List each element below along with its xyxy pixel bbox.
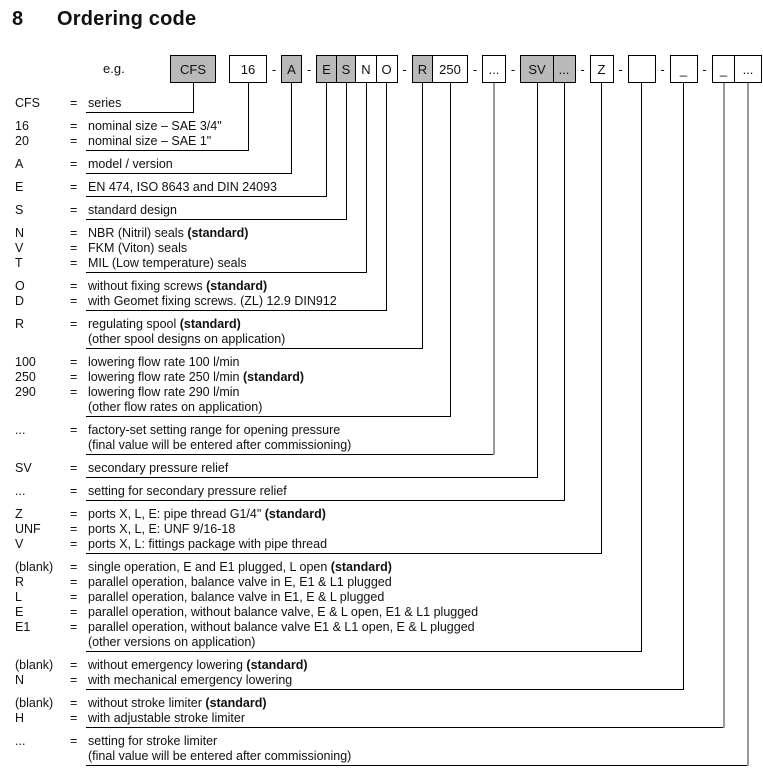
equals-sign: = (70, 256, 78, 270)
legend-row (15, 635, 759, 650)
legend-row (15, 385, 759, 400)
description-text: without stroke limiter (88, 696, 206, 710)
legend-code: 100 (15, 355, 36, 369)
description-text: (other flow rates on application) (88, 400, 263, 414)
equals-sign: = (70, 203, 78, 217)
legend-description (88, 507, 759, 522)
description-text: series (88, 96, 122, 110)
legend-code: A (15, 157, 24, 171)
section-title-text: Ordering code (57, 8, 197, 30)
legend-code: S (15, 203, 24, 217)
legend-description (88, 180, 759, 195)
standard-flag: (standard) (179, 317, 241, 331)
group-underline (86, 727, 724, 728)
legend-description (88, 203, 759, 218)
legend-row (15, 317, 759, 332)
legend-group (15, 560, 759, 652)
group-underline (86, 150, 248, 151)
group-underline (86, 348, 423, 349)
description-text: with adjustable stroke limiter (88, 711, 246, 725)
legend-group (15, 423, 759, 455)
legend-group (15, 461, 759, 478)
standard-flag: (standard) (205, 696, 267, 710)
equals-sign: = (70, 355, 78, 369)
dash-separator: - (402, 61, 407, 77)
equals-sign: = (70, 180, 78, 194)
legend-row (15, 96, 759, 111)
legend-description (88, 332, 759, 347)
legend-row (15, 157, 759, 172)
legend-description (88, 355, 759, 370)
dash-separator: - (702, 61, 707, 77)
equals-sign: = (70, 522, 78, 536)
description-text: nominal size – SAE 3/4" (88, 119, 222, 133)
legend-description (88, 461, 759, 476)
standard-flag: (standard) (264, 507, 326, 521)
legend-row (15, 590, 759, 605)
description-text: lowering flow rate 100 l/min (88, 355, 240, 369)
legend-row (15, 484, 759, 499)
legend-row (15, 620, 759, 635)
connector-line (450, 83, 451, 417)
legend-code: E1 (15, 620, 31, 634)
equals-sign (70, 438, 88, 453)
equals-sign: = (70, 96, 78, 110)
connector-line (291, 83, 292, 174)
equals-sign (70, 332, 88, 347)
description-text: (final value will be entered after commissioning) (88, 438, 352, 452)
legend-code (15, 400, 70, 415)
legend-description (88, 226, 759, 241)
legend-row (15, 438, 759, 453)
legend-group (15, 119, 759, 151)
description-text: ports X, L, E: pipe thread G1/4" (88, 507, 265, 521)
legend-code: R (15, 575, 25, 589)
legend-row (15, 461, 759, 476)
legend-code (15, 635, 70, 650)
equals-sign: = (70, 241, 78, 255)
group-underline (86, 112, 193, 113)
group-underline (86, 454, 494, 455)
equals-sign: = (70, 385, 78, 399)
equals-sign: = (70, 294, 78, 308)
equals-sign (70, 749, 88, 764)
legend-description (88, 400, 759, 415)
legend-code: ... (15, 423, 26, 437)
group-underline (86, 689, 684, 690)
legend-code (15, 332, 70, 347)
code-box-sv: SV (520, 55, 554, 83)
equals-sign: = (70, 507, 78, 521)
legend-code: Z (15, 507, 23, 521)
legend-group (15, 226, 759, 273)
legend-row (15, 256, 759, 271)
legend-group (15, 203, 759, 220)
code-box-s: S (336, 55, 357, 83)
code-box-cfs: CFS (170, 55, 216, 83)
legend-row (15, 537, 759, 552)
legend-group (15, 507, 759, 554)
equals-sign: = (70, 119, 78, 133)
equals-sign (70, 635, 88, 650)
equals-sign: = (70, 590, 78, 604)
legend-row (15, 423, 759, 438)
standard-flag: (standard) (242, 370, 305, 384)
legend-code (15, 438, 70, 453)
legend-group (15, 734, 759, 766)
legend-row (15, 294, 759, 309)
description-text: secondary pressure relief (88, 461, 229, 475)
legend-description (88, 96, 759, 111)
description-text: (other versions on application) (88, 635, 256, 649)
legend-description (88, 560, 759, 575)
example-label: e.g. (103, 61, 125, 76)
legend-code: N (15, 673, 25, 687)
legend-description (88, 157, 759, 172)
group-underline (86, 173, 292, 174)
legend-code: T (15, 256, 23, 270)
dash-separator: - (618, 61, 623, 77)
code-box-r: R (412, 55, 434, 83)
legend-row (15, 355, 759, 370)
group-underline (86, 310, 387, 311)
legend-description (88, 241, 759, 256)
equals-sign: = (70, 279, 78, 293)
legend-row (15, 605, 759, 620)
legend-row (15, 507, 759, 522)
legend-description (88, 484, 759, 499)
legend-group (15, 355, 759, 417)
legend-code: ... (15, 484, 26, 498)
legend-code: E (15, 605, 24, 619)
connector-line (422, 83, 423, 349)
description-text: with mechanical emergency lowering (88, 673, 293, 687)
legend-row (15, 119, 759, 134)
code-box-dots: ... (553, 55, 576, 83)
legend-row (15, 241, 759, 256)
group-underline (86, 219, 346, 220)
legend-code: 290 (15, 385, 36, 399)
description-text: (final value will be entered after commissioning) (88, 749, 352, 763)
description-text: with Geomet fixing screws. (ZL) 12.9 DIN912 (88, 294, 337, 308)
legend-code: V (15, 537, 24, 551)
group-underline (86, 272, 366, 273)
connector-line (723, 83, 725, 728)
legend-description (88, 605, 759, 620)
legend-row (15, 575, 759, 590)
code-box-16: 16 (229, 55, 267, 83)
legend-description (88, 711, 759, 726)
equals-sign: = (70, 423, 78, 437)
equals-sign: = (70, 673, 78, 687)
equals-sign: = (70, 696, 78, 710)
legend-description (88, 256, 759, 271)
legend-row (15, 180, 759, 195)
description-text: ports X, L: fittings package with pipe thread (88, 537, 328, 551)
code-box-blank (628, 55, 656, 83)
code-box-z: Z (590, 55, 614, 83)
equals-sign: = (70, 711, 78, 725)
code-box-n: N (355, 55, 377, 83)
legend-group (15, 696, 759, 728)
equals-sign: = (70, 658, 78, 672)
legend-group (15, 658, 759, 690)
legend-code: 16 (15, 119, 29, 133)
description-text: ports X, L, E: UNF 9/16-18 (88, 522, 236, 536)
standard-flag: (standard) (246, 658, 308, 672)
legend-description (88, 294, 759, 309)
legend-group (15, 180, 759, 197)
equals-sign: = (70, 575, 78, 589)
dash-separator: - (660, 61, 665, 77)
page-title (12, 8, 196, 31)
legend-row (15, 279, 759, 294)
legend-description (88, 575, 759, 590)
legend-description (88, 423, 759, 438)
description-text: lowering flow rate 290 l/min (88, 385, 240, 399)
legend-description (88, 537, 759, 552)
legend-code: L (15, 590, 22, 604)
legend-row (15, 673, 759, 688)
legend-description (88, 119, 759, 134)
legend-code: (blank) (15, 560, 54, 574)
legend-code: H (15, 711, 25, 725)
legend-row (15, 711, 759, 726)
legend-code (15, 749, 70, 764)
equals-sign: = (70, 226, 78, 240)
description-text: model / version (88, 157, 173, 171)
legend-description (88, 522, 759, 537)
code-box-dots: ... (734, 55, 762, 83)
legend-row (15, 749, 759, 764)
code-box-e: E (316, 55, 337, 83)
description-text: factory-set setting range for opening pressure (88, 423, 341, 437)
section-number: 8 (12, 8, 24, 30)
connector-line (493, 83, 495, 455)
legend-group (15, 484, 759, 501)
legend-description (88, 317, 759, 332)
legend-group (15, 157, 759, 174)
equals-sign: = (70, 370, 78, 384)
legend-row (15, 560, 759, 575)
standard-flag: (standard) (206, 279, 268, 293)
legend-code: 250 (15, 370, 36, 384)
equals-sign: = (70, 134, 78, 148)
dash-separator: - (271, 61, 277, 77)
legend-description (88, 590, 759, 605)
dash-separator: - (472, 61, 478, 77)
legend-row (15, 734, 759, 749)
description-text: lowering flow rate 250 l/min (88, 370, 243, 384)
description-text: FKM (Viton) seals (88, 241, 188, 255)
legend-description (88, 438, 759, 453)
description-text: NBR (Nitril) seals (88, 226, 188, 240)
equals-sign: = (70, 605, 78, 619)
connector-line (386, 83, 387, 311)
legend-code: R (15, 317, 25, 331)
legend-description (88, 370, 759, 385)
code-box-a: A (281, 55, 302, 83)
legend-description (88, 279, 759, 294)
legend (15, 96, 759, 771)
legend-code: N (15, 226, 25, 240)
legend-code: E (15, 180, 24, 194)
connector-line (248, 83, 249, 151)
group-underline (86, 416, 450, 417)
connector-line (326, 83, 327, 197)
equals-sign: = (70, 620, 78, 634)
description-text: parallel operation, without balance valve E1 & L1 open, E & L plugged (88, 620, 475, 634)
legend-group (15, 317, 759, 349)
legend-code: O (15, 279, 25, 293)
legend-row (15, 370, 759, 385)
description-text: MIL (Low temperature) seals (88, 256, 247, 270)
legend-code: UNF (15, 522, 41, 536)
legend-row (15, 134, 759, 149)
legend-row (15, 203, 759, 218)
legend-row (15, 226, 759, 241)
code-box-underscore: _ (670, 55, 698, 83)
description-text: parallel operation, balance valve in E, E1 & L1 plugged (88, 575, 392, 589)
equals-sign: = (70, 537, 78, 551)
equals-sign: = (70, 734, 78, 748)
legend-row (15, 400, 759, 415)
description-text: without emergency lowering (88, 658, 247, 672)
description-text: parallel operation, balance valve in E1, E & L plugged (88, 590, 385, 604)
standard-flag: (standard) (330, 560, 392, 574)
description-text: parallel operation, without balance valve, E & L open, E1 & L1 plugged (88, 605, 479, 619)
code-box-o: O (376, 55, 398, 83)
connector-line (747, 83, 749, 766)
legend-group (15, 279, 759, 311)
description-text: (other spool designs on application) (88, 332, 286, 346)
legend-code: ... (15, 734, 26, 748)
group-underline (86, 500, 564, 501)
legend-group (15, 96, 759, 113)
description-text: standard design (88, 203, 177, 217)
legend-description (88, 673, 759, 688)
legend-description (88, 658, 759, 673)
legend-code: (blank) (15, 696, 54, 710)
legend-code: 20 (15, 134, 29, 148)
legend-code: SV (15, 461, 32, 475)
legend-description (88, 635, 759, 650)
connector-line (346, 83, 347, 220)
legend-description (88, 385, 759, 400)
legend-code: V (15, 241, 24, 255)
code-box-underscore: _ (712, 55, 736, 83)
legend-description (88, 749, 759, 764)
legend-row (15, 522, 759, 537)
legend-description (88, 134, 759, 149)
equals-sign: = (70, 484, 78, 498)
description-text: EN 474, ISO 8643 and DIN 24093 (88, 180, 278, 194)
group-underline (86, 196, 327, 197)
standard-flag: (standard) (187, 226, 249, 240)
legend-row (15, 332, 759, 347)
connector-line (564, 83, 565, 501)
equals-sign: = (70, 560, 78, 574)
connector-line (366, 83, 367, 273)
code-row (170, 55, 762, 83)
legend-code: D (15, 294, 25, 308)
connector-line (601, 83, 602, 554)
description-text: single operation, E and E1 plugged, L open (88, 560, 331, 574)
description-text: setting for stroke limiter (88, 734, 218, 748)
description-text: nominal size – SAE 1" (88, 134, 212, 148)
dash-separator: - (306, 61, 312, 77)
equals-sign (70, 400, 88, 415)
connector-line (193, 83, 194, 113)
description-text: setting for secondary pressure relief (88, 484, 287, 498)
code-box-dots: ... (482, 55, 506, 83)
connector-line (641, 83, 642, 652)
connector-line (683, 83, 684, 690)
group-underline (86, 765, 748, 766)
legend-description (88, 620, 759, 635)
group-underline (86, 553, 602, 554)
legend-description (88, 696, 759, 711)
equals-sign: = (70, 317, 78, 331)
description-text: regulating spool (88, 317, 180, 331)
group-underline (86, 651, 642, 652)
legend-row (15, 696, 759, 711)
legend-row (15, 658, 759, 673)
equals-sign: = (70, 461, 78, 475)
group-underline (86, 477, 537, 478)
dash-separator: - (580, 61, 585, 77)
description-text: without fixing screws (88, 279, 207, 293)
legend-code: CFS (15, 96, 40, 110)
legend-code: (blank) (15, 658, 54, 672)
code-box-250: 250 (432, 55, 468, 83)
connector-line (537, 83, 538, 478)
dash-separator: - (510, 61, 516, 77)
legend-description (88, 734, 759, 749)
equals-sign: = (70, 157, 78, 171)
